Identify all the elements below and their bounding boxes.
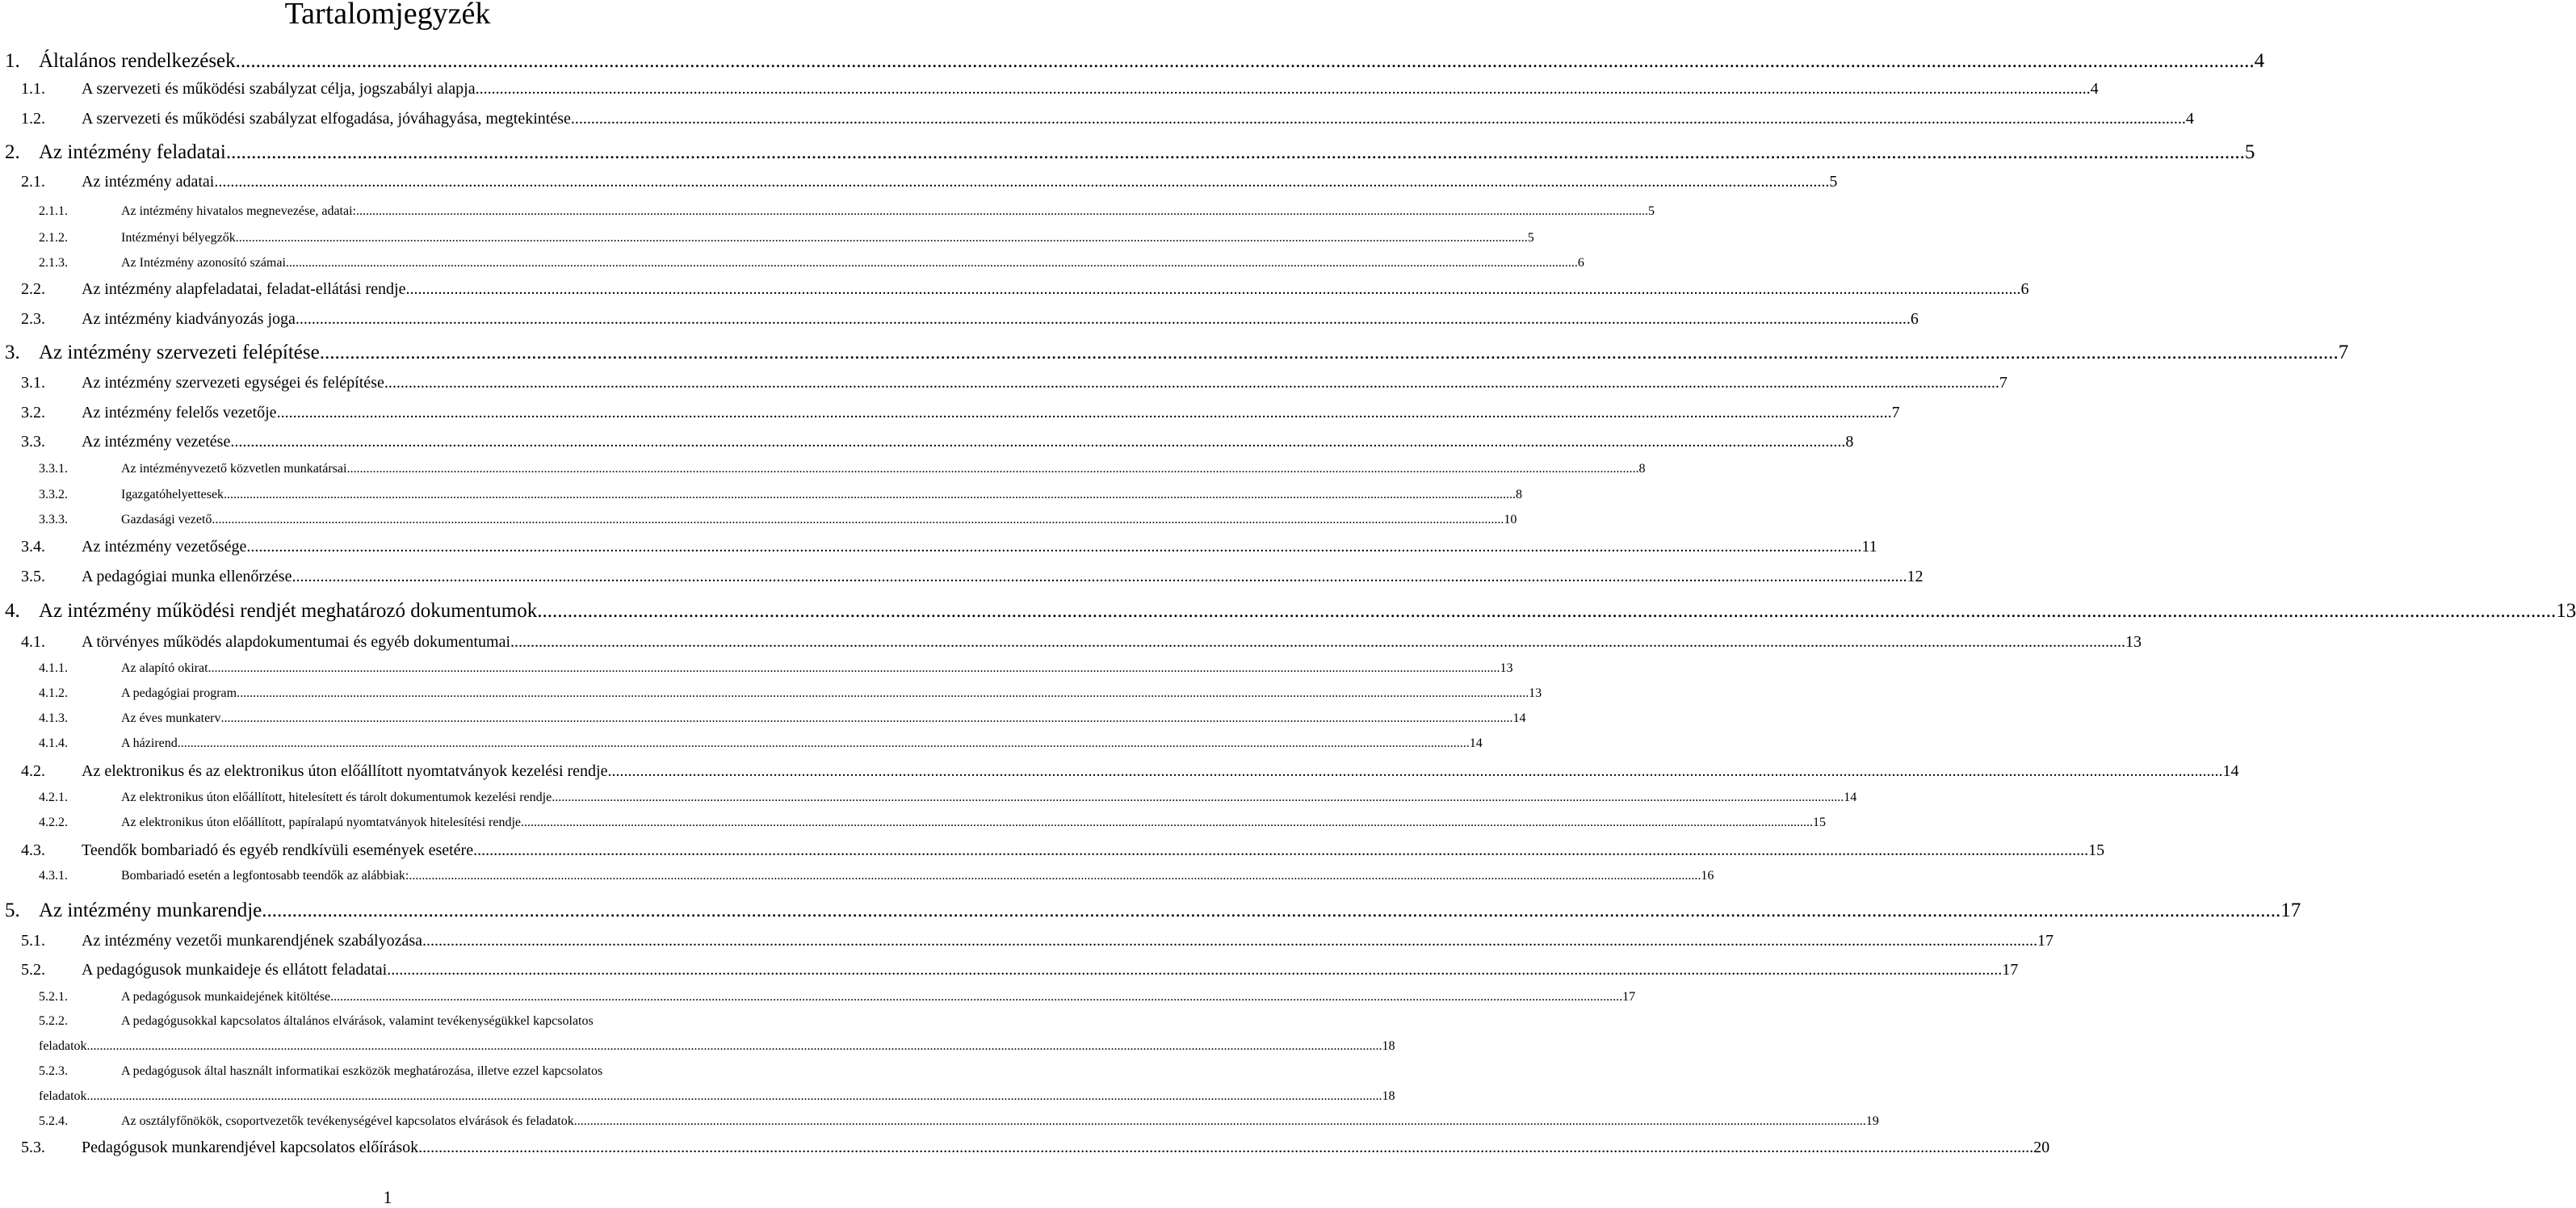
toc-entry-number: 3.5. <box>21 567 45 585</box>
toc-leader-dots: ................................................................................................................................................................................................................................................................................................................................................................................................................ <box>237 686 1529 700</box>
toc-entry-label: A pedagógusok munkaidejének kitöltése <box>121 990 331 1004</box>
toc-entry-label: A pedagógusok által használt informatikai eszközök meghatározása, illetve ezzel kapcsolatos <box>121 1064 603 1078</box>
toc-entry-page: 7 <box>1891 403 1900 422</box>
toc-entry-number: 5. <box>5 900 20 921</box>
toc-entry-page: 5 <box>1527 231 1534 245</box>
toc-entry-page: 14 <box>2222 761 2239 780</box>
toc-leader-dots: ................................................................................................................................................................................................................................................................................................................................................................................................................ <box>276 403 1892 422</box>
toc-entry-label: A pedagógiai program <box>121 686 237 700</box>
toc-entry-row[interactable] <box>121 482 1523 508</box>
toc-entry-page: 10 <box>1504 513 1517 526</box>
toc-entry-number: 4.3. <box>21 841 45 859</box>
toc-leader-dots: ................................................................................................................................................................................................................................................................................................................................................................................................................ <box>235 231 1528 245</box>
toc-leader-dots: ................................................................................................................................................................................................................................................................................................................................................................................................................ <box>295 309 1911 328</box>
toc-entry-row[interactable] <box>39 340 2349 366</box>
toc-entry-label: Gazdasági vezető <box>121 513 212 526</box>
toc-entry-page: 5 <box>1647 204 1655 218</box>
toc-entry-row[interactable] <box>82 400 1900 426</box>
toc-entry-row[interactable] <box>82 534 1877 560</box>
toc-entry-number: 3.3.1. <box>39 462 68 476</box>
toc-entry-label: Az intézmény kiadványozás joga <box>82 309 296 328</box>
toc-entry-label: A pedagógiai munka ellenőrzése <box>82 567 292 585</box>
toc-leader-dots: ................................................................................................................................................................................................................................................................................................................................................................................................................ <box>220 711 1513 725</box>
toc-entry-row[interactable] <box>121 507 1517 533</box>
toc-leader-dots: ................................................................................................................................................................................................................................................................................................................................................................................................................ <box>90 1039 1382 1053</box>
toc-entry-row[interactable] <box>82 276 2029 302</box>
toc-entry-page: 7 <box>1999 373 2008 392</box>
toc-leader-dots: ................................................................................................................................................................................................................................................................................................................................................................................................................ <box>262 900 2281 921</box>
toc-leader-dots: ................................................................................................................................................................................................................................................................................................................................................................................................................ <box>330 990 1623 1004</box>
toc-entry-label: Bombariadó esetén a legfontosabb teendők az alábbiak: <box>121 869 409 883</box>
toc-leader-dots: ................................................................................................................................................................................................................................................................................................................................................................................................................ <box>235 50 2255 72</box>
toc-leader-dots: ................................................................................................................................................................................................................................................................................................................................................................................................................ <box>355 204 1648 218</box>
toc-entry-number: 4.2.1. <box>39 791 68 804</box>
toc-entry-row[interactable] <box>121 656 1513 682</box>
toc-entry-row[interactable] <box>121 225 1534 251</box>
toc-entry-page: 17 <box>2002 960 2019 979</box>
toc-entry-row[interactable] <box>82 429 1854 455</box>
toc-entry-number: 5.1. <box>21 931 45 950</box>
toc-entry-number: 5.2. <box>21 960 45 979</box>
toc-entry-number: 4.2.2. <box>39 816 68 829</box>
toc-entry-number: 2.3. <box>21 309 45 328</box>
toc-entry-page: 14 <box>1469 736 1483 750</box>
toc-entry-row[interactable] <box>39 598 2576 624</box>
toc-entry-page: 4 <box>2254 50 2265 72</box>
toc-entry-page: 16 <box>1701 869 1714 883</box>
toc-entry-row[interactable] <box>121 1059 771 1084</box>
toc-entry-label: feladatok. <box>39 1039 90 1053</box>
toc-entry-label: A pedagógusokkal kapcsolatos általános elvárások, valamint tevékenységükkel kapcsolatos <box>121 1014 594 1028</box>
toc-entry-number: 3.4. <box>21 537 45 556</box>
toc-entry-number: 2.2. <box>21 279 45 298</box>
toc-leader-dots: ................................................................................................................................................................................................................................................................................................................................................................................................................ <box>537 600 2557 622</box>
toc-leader-dots: ................................................................................................................................................................................................................................................................................................................................................................................................................ <box>319 342 2339 363</box>
toc-entry-number: 5.3. <box>21 1138 45 1156</box>
toc-leader-dots: ................................................................................................................................................................................................................................................................................................................................................................................................................ <box>177 736 1470 750</box>
toc-entry-page: 20 <box>2033 1138 2050 1156</box>
toc-entry-page: 8 <box>1845 432 1854 451</box>
toc-entry-page: 19 <box>1865 1114 1879 1128</box>
toc-entry-label: A törvényes működés alapdokumentumai és egyéb dokumentumai <box>82 632 510 651</box>
toc-entry-page: 13 <box>1500 661 1513 675</box>
toc-entry-number: 4.1.2. <box>39 686 68 700</box>
toc-entry-number: 5.2.2. <box>39 1014 68 1028</box>
toc-entry-page: 5 <box>2244 141 2255 163</box>
toc-entry-row[interactable] <box>82 169 1838 195</box>
toc-entry-number: 3. <box>5 342 20 363</box>
toc-entry-label: Pedagógusok munkarendjével kapcsolatos előírások <box>82 1138 419 1156</box>
toc-entry-row[interactable] <box>121 250 1584 276</box>
toc-entry-label: A házirend <box>121 736 178 750</box>
toc-entry-label: Az osztályfőnökök, csoportvezetők tevékenységével kapcsolatos elvárások és feladatok <box>121 1114 574 1128</box>
toc-entry-row[interactable] <box>39 48 2265 74</box>
toc-leader-dots: ................................................................................................................................................................................................................................................................................................................................................................................................................ <box>418 1138 2034 1156</box>
toc-entry-number: 3.3.2. <box>39 488 68 501</box>
toc-entry-number: 5.2.1. <box>39 990 68 1004</box>
toc-entry-page: 14 <box>1512 711 1526 725</box>
toc-entry-number: 1.2. <box>21 109 45 128</box>
toc-entry-row[interactable] <box>121 1009 771 1034</box>
toc-entry-label: Az éves munkaterv <box>121 711 221 725</box>
toc-entry-row[interactable] <box>121 984 1636 1010</box>
toc-entry-label: Az intézmény vezetése <box>82 432 231 451</box>
toc-leader-dots: ................................................................................................................................................................................................................................................................................................................................................................................................................ <box>230 432 1846 451</box>
toc-entry-number: 2.1. <box>21 172 45 191</box>
toc-entry-page: 8 <box>1516 488 1523 501</box>
toc-entry-label: Az intézmény alapfeladatai, feladat-ellátási rendje <box>82 279 406 298</box>
toc-entry-label: Az intézmény szervezeti felépítése <box>39 342 320 363</box>
toc-entry-row[interactable] <box>82 106 2194 132</box>
toc-entry-row[interactable] <box>39 140 2255 166</box>
toc-entry-number: 3.3. <box>21 432 45 451</box>
toc-entry-label: Az intézményvezető közvetlen munkatársai <box>121 462 347 476</box>
toc-leader-dots: ................................................................................................................................................................................................................................................................................................................................................................................................................ <box>422 931 2038 950</box>
toc-entry-number: 4. <box>5 600 20 622</box>
toc-entry-label: Az intézmény hivatalos megnevezése, adatai: <box>121 204 356 218</box>
toc-entry-label: Az intézmény vezetői munkarendjének szabályozása <box>82 931 423 950</box>
toc-entry-label: Az Intézmény azonosító számai <box>121 256 286 270</box>
page-title: Tartalomjegyzék <box>284 0 491 31</box>
toc-leader-dots: ................................................................................................................................................................................................................................................................................................................................................................................................................ <box>405 279 2021 298</box>
toc-entry-label: Az intézmény vezetősége <box>82 537 247 556</box>
toc-entry-page: 17 <box>2280 900 2301 921</box>
toc-entry-row[interactable] <box>121 199 1655 224</box>
toc-entry-number: 2.1.1. <box>39 204 68 218</box>
toc-entry-number: 4.1.1. <box>39 661 68 675</box>
toc-entry-page: 12 <box>1907 567 1924 585</box>
toc-entry-number: 4.3.1. <box>39 869 68 883</box>
toc-entry-row[interactable] <box>121 810 1826 836</box>
toc-entry-number: 5.2.3. <box>39 1064 68 1078</box>
toc-entry-number: 2. <box>5 141 20 163</box>
toc-entry-number: 4.1. <box>21 632 45 651</box>
toc-entry-page: 5 <box>1829 172 1838 191</box>
toc-leader-dots: ................................................................................................................................................................................................................................................................................................................................................................................................................ <box>573 1114 1866 1128</box>
toc-entry-label: Az intézmény szervezeti egységei és felépítése <box>82 373 384 392</box>
toc-entry-page: 13 <box>1529 686 1542 700</box>
toc-entry-page: 7 <box>2338 342 2349 363</box>
toc-entry-label: Az elektronikus úton előállított, papíralapú nyomtatványok hitelesítési rendje <box>121 816 521 829</box>
toc-leader-dots: ................................................................................................................................................................................................................................................................................................................................................................................................................ <box>387 960 2003 979</box>
toc-leader-dots: ................................................................................................................................................................................................................................................................................................................................................................................................................ <box>346 462 1639 476</box>
toc-entry-label: Teendők bombariadó és egyéb rendkívüli események esetére <box>82 841 474 859</box>
toc-entry-page: 17 <box>1622 990 1636 1004</box>
toc-entry-label: Az intézmény adatai <box>82 172 215 191</box>
toc-entry-row[interactable] <box>82 629 2142 655</box>
toc-entry-page: 14 <box>1844 791 1857 804</box>
toc-entry-page: 11 <box>1861 537 1877 556</box>
toc-leader-dots: ................................................................................................................................................................................................................................................................................................................................................................................................................ <box>208 661 1500 675</box>
toc-entry-row[interactable] <box>121 456 1646 482</box>
toc-leader-dots: ................................................................................................................................................................................................................................................................................................................................................................................................................ <box>607 761 2223 780</box>
toc-entry-number: 2.1.3. <box>39 256 68 270</box>
toc-leader-dots: ................................................................................................................................................................................................................................................................................................................................................................................................................ <box>570 109 2186 128</box>
toc-entry-label: Az elektronikus és az elektronikus úton előállított nyomtatványok kezelési rendje <box>82 761 608 780</box>
toc-entry-page: 4 <box>2185 109 2194 128</box>
toc-entry-number: 3.1. <box>21 373 45 392</box>
toc-entry-page: 4 <box>2090 79 2099 98</box>
toc-entry-page: 6 <box>1910 309 1919 328</box>
toc-entry-row[interactable] <box>82 76 2099 102</box>
toc-leader-dots: ................................................................................................................................................................................................................................................................................................................................................................................................................ <box>225 141 2245 163</box>
toc-leader-dots: ................................................................................................................................................................................................................................................................................................................................................................................................................ <box>384 373 1999 392</box>
toc-entry-label: Általános rendelkezések <box>39 50 236 72</box>
toc-entry-number: 3.2. <box>21 403 45 422</box>
toc-leader-dots: ................................................................................................................................................................................................................................................................................................................................................................................................................ <box>224 488 1517 501</box>
toc-entry-page: 13 <box>2556 600 2576 622</box>
toc-entry-page: 18 <box>1382 1089 1395 1103</box>
toc-entry-page: 13 <box>2125 632 2142 651</box>
toc-entry-row[interactable] <box>82 928 2054 954</box>
toc-entry-page: 6 <box>1577 256 1584 270</box>
toc-entry-row[interactable] <box>82 1135 2050 1160</box>
toc-entry-label: Igazgatóhelyettesek <box>121 488 224 501</box>
toc-leader-dots: ................................................................................................................................................................................................................................................................................................................................................................................................................ <box>285 256 1578 270</box>
toc-entry-row[interactable] <box>121 706 1526 732</box>
toc-entry-label: A pedagógusok munkaideje és ellátott feladatai <box>82 960 388 979</box>
toc-entry-label: Az intézmény működési rendjét meghatározó dokumentumok <box>39 600 538 622</box>
toc-leader-dots: ................................................................................................................................................................................................................................................................................................................................................................................................................ <box>409 869 1701 883</box>
toc-leader-dots: ................................................................................................................................................................................................................................................................................................................................................................................................................ <box>520 816 1813 829</box>
toc-entry-number: 3.3.3. <box>39 513 68 526</box>
toc-entry-row[interactable] <box>82 837 2105 863</box>
toc-entry-label: A szervezeti és működési szabályzat elfogadása, jóváhagyása, megtekintése <box>82 109 571 128</box>
toc-entry-label: Az elektronikus úton előállított, hitelesített és tárolt dokumentumok kezelési rendje <box>121 791 552 804</box>
toc-entry-row[interactable] <box>82 564 1924 589</box>
toc-entry-label: Az intézmény feladatai <box>39 141 226 163</box>
toc-entry-label: Az intézmény felelős vezetője <box>82 403 277 422</box>
toc-entry-row[interactable] <box>121 1109 1879 1135</box>
toc-entry-row[interactable] <box>121 863 1714 889</box>
toc-entry-number: 1. <box>5 50 20 72</box>
toc-entry-page: 8 <box>1638 462 1646 476</box>
toc-entry-number: 1.1. <box>21 79 45 98</box>
toc-leader-dots: ................................................................................................................................................................................................................................................................................................................................................................................................................ <box>475 79 2091 98</box>
toc-entry-row[interactable] <box>82 957 2019 983</box>
toc-leader-dots: ................................................................................................................................................................................................................................................................................................................................................................................................................ <box>90 1089 1382 1103</box>
toc-entry-row[interactable] <box>39 1034 1395 1059</box>
toc-entry-label: Az alapító okirat <box>121 661 208 675</box>
toc-entry-page: 18 <box>1382 1039 1395 1053</box>
toc-entry-number: 4.1.3. <box>39 711 68 725</box>
toc-entry-number: 4.1.4. <box>39 736 68 750</box>
toc-entry-label: Intézményi bélyegzők <box>121 231 236 245</box>
page-number: 1 <box>383 1187 392 1207</box>
toc-entry-label: A szervezeti és működési szabályzat célja, jogszabályi alapja <box>82 79 476 98</box>
toc-entry-number: 5.2.4. <box>39 1114 68 1128</box>
toc-entry-label: feladatok. <box>39 1089 90 1103</box>
toc-entry-row[interactable] <box>121 785 1857 811</box>
toc-leader-dots: ................................................................................................................................................................................................................................................................................................................................................................................................................ <box>212 513 1504 526</box>
toc-entry-row[interactable] <box>121 681 1542 707</box>
toc-entry-number: 2.1.2. <box>39 231 68 245</box>
toc-entry-row[interactable] <box>39 898 2301 924</box>
toc-leader-dots: ................................................................................................................................................................................................................................................................................................................................................................................................................ <box>552 791 1844 804</box>
toc-entry-page: 15 <box>2088 841 2105 859</box>
toc-entry-row[interactable] <box>82 306 1919 332</box>
toc-leader-dots: ................................................................................................................................................................................................................................................................................................................................................................................................................ <box>246 537 1862 556</box>
toc-entry-row[interactable] <box>39 1084 1395 1109</box>
toc-entry-row[interactable] <box>82 370 2008 396</box>
toc-entry-page: 15 <box>1812 816 1826 829</box>
toc-leader-dots: ................................................................................................................................................................................................................................................................................................................................................................................................................ <box>510 632 2125 651</box>
toc-leader-dots: ................................................................................................................................................................................................................................................................................................................................................................................................................ <box>473 841 2089 859</box>
toc-entry-page: 6 <box>2020 279 2029 298</box>
toc-entry-row[interactable] <box>82 758 2239 784</box>
toc-entry-number: 4.2. <box>21 761 45 780</box>
toc-entry-row[interactable] <box>121 731 1483 757</box>
toc-entry-label: Az intézmény munkarendje <box>39 900 262 921</box>
toc-leader-dots: ................................................................................................................................................................................................................................................................................................................................................................................................................ <box>214 172 1830 191</box>
toc-entry-page: 17 <box>2037 931 2054 950</box>
toc-leader-dots: ................................................................................................................................................................................................................................................................................................................................................................................................................ <box>292 567 1907 585</box>
